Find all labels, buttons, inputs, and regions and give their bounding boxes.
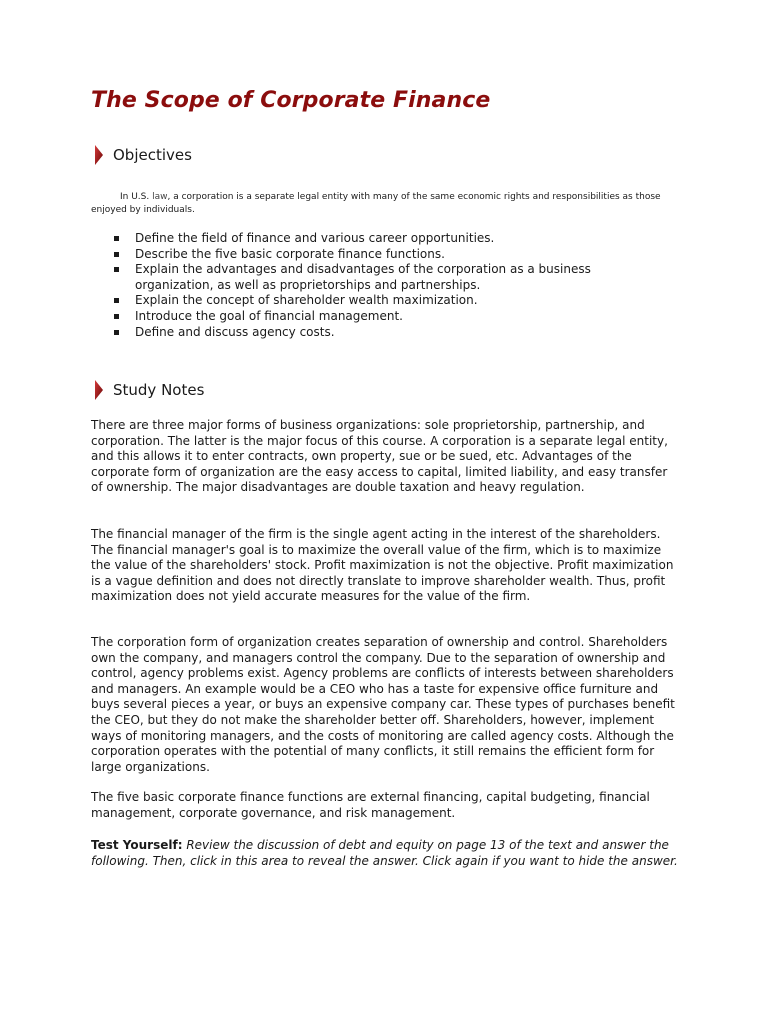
list-item <box>112 247 672 263</box>
list-item <box>112 231 672 247</box>
list-item-text: Describe the five basic corporate finance functions. <box>135 246 445 261</box>
intro-law-term: law <box>152 192 168 202</box>
list-item <box>112 309 672 325</box>
study-notes-heading-label: Study Notes <box>113 381 205 399</box>
list-item <box>112 262 672 293</box>
test-yourself-label: Test Yourself: <box>91 838 183 852</box>
objectives-intro <box>91 191 676 217</box>
bullet-square-icon <box>114 330 119 335</box>
intro-rest: , a corporation is a separate legal entity with many of the same economic rights and responsibilities as those enjoyed by individuals. <box>91 192 661 215</box>
list-item-text: Define the field of finance and various career opportunities. <box>135 231 495 245</box>
red-arrow-icon <box>94 144 104 166</box>
bullet-square-icon <box>114 252 119 257</box>
objectives-heading <box>94 142 192 168</box>
objectives-list <box>112 231 672 340</box>
test-yourself-reveal-area[interactable] <box>91 838 681 869</box>
bullet-square-icon <box>114 314 119 319</box>
list-item <box>112 325 672 341</box>
test-yourself-text: Review the discussion of debt and equity on page 13 of the text and answer the following. Then, click in this area to reveal the answer. Click again if you want to hide the answer. <box>91 838 678 868</box>
list-item-text: Explain the advantages and disadvantages of the corporation as a business organization, as well as proprietorships and partnerships. <box>135 262 591 292</box>
list-item-text: Explain the concept of shareholder wealth maximization. <box>135 293 478 308</box>
bullet-square-icon <box>114 298 119 303</box>
study-notes-paragraph: There are three major forms of business organizations: sole proprietorship, partnership, and corporation. The latter is the major focus of this course. A corporation is a separate legal entity, and this allows it to enter contracts, own property, sue or be sued, etc. Advantages of the corporate form of organization are the easy access to capital, limited liability, and easy transfer of ownership. The major disadvantages are double taxation and heavy regulation. <box>91 418 668 495</box>
study-notes-paragraph: The financial manager of the firm is the single agent acting in the interest of the shareholders. The financial manager's goal is to maximize the overall value of the firm, which is to maximize the value of the shareholders' stock. Profit maximization is not the objective. Profit maximization is a vague definition and does not directly translate to improve shareholder wealth. Thus, profit maximization does not yield accurate measures for the value of the firm. <box>91 527 674 604</box>
study-notes-paragraph: The five basic corporate finance functions are external financing, capital budgeting, financial management, corporate governance, and risk management. <box>91 790 650 820</box>
study-notes-heading <box>94 377 204 403</box>
list-item <box>112 293 672 309</box>
list-item-text: Introduce the goal of financial management. <box>135 308 403 323</box>
red-arrow-icon <box>94 379 104 401</box>
objectives-heading-label: Objectives <box>113 146 192 164</box>
page-title: The Scope of Corporate Finance <box>91 88 491 113</box>
bullet-square-icon <box>114 267 119 272</box>
study-notes-paragraph: The corporation form of organization creates separation of ownership and control. Shareholders own the company, and managers control the company. Due to the separation of ownership and control, agency problems exist. Agency problems are conflicts of interests between shareholders and managers. An example would be a CEO who has a taste for expensive office furniture and buys several pieces a year, or buys an expensive company car. These types of purchases benefit the CEO, but they do not make the shareholder better off. Shareholders, however, implement ways of monitoring managers, and the costs of monitoring are called agency costs. Although the corporation operates with the potential of many conflicts, it still remains the efficient form for large organizations. <box>91 635 675 774</box>
list-item-text: Define and discuss agency costs. <box>135 324 335 339</box>
bullet-square-icon <box>114 236 119 241</box>
intro-prefix: In U.S. <box>120 192 153 202</box>
